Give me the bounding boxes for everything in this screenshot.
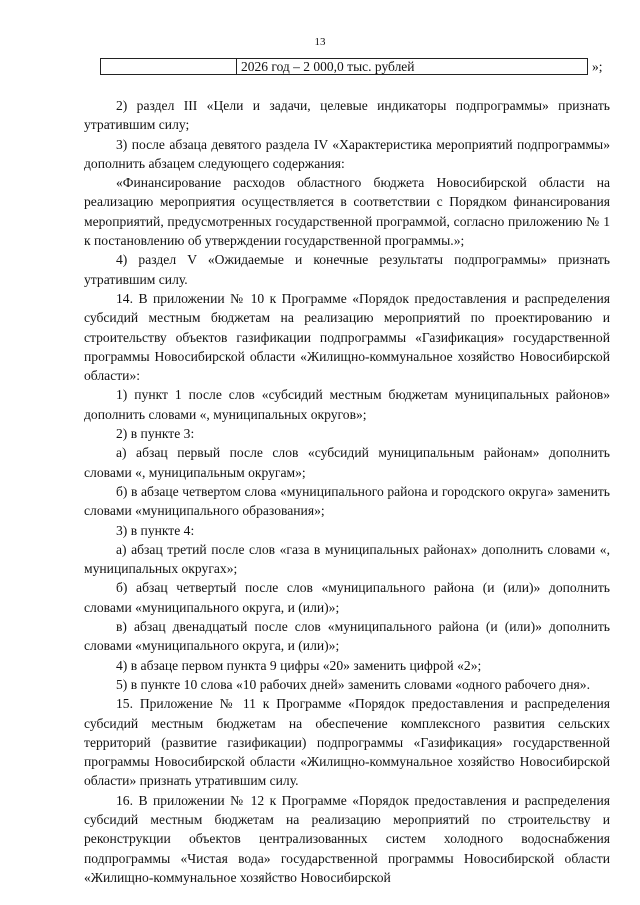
paragraph: 16. В приложении № 12 к Программе «Порядок предоставления и распределения субсидий местным бюджетам на реализацию мероприятий по строительству и реконструкции объектов централизованных систем холодного водоснабжения подпрограммы «Чистая вода» государственной программы Новосибирской области «Жилищно-коммунальное хозяйство Новосибирской [84, 792, 610, 885]
paragraph: 2) раздел III «Цели и задачи, целевые индикаторы подпрограммы» признать утратившим силу; [84, 98, 610, 133]
paragraph: 4) в абзаце первом пункта 9 цифры «20» заменить цифрой «2»; [116, 657, 482, 673]
paragraph: б) абзац четвертый после слов «муниципального района (и (или)» дополнить словами «муниципального округа, и (или)»; [84, 580, 610, 615]
paragraph: 15. Приложение № 11 к Программе «Порядок предоставления и распределения субсидий местным бюджетам на обеспечение комплексного развития сельских территорий (развитие газификации) подпрограммы «Газификация» государственной программы Новосибирской области «Жилищно-коммунальное хозяйство Новосибирской области» признать утратившим силу. [84, 696, 610, 789]
table-cell-empty [101, 59, 237, 74]
paragraph: 2) в пункте 3: [116, 426, 195, 442]
table-row [100, 58, 588, 75]
paragraph: а) абзац третий после слов «газа в муниципальных районах» дополнить словами «, муниципальных округах»; [84, 541, 610, 577]
page-number: 13 [314, 36, 326, 48]
paragraph: 3) после абзаца девятого раздела IV «Характеристика мероприятий подпрограммы» дополнить абзацем следующего содержания: [84, 136, 610, 171]
paragraph: 1) пункт 1 после слов «субсидий местным бюджетам муниципальных районов» дополнить словами «, муниципальных округов»; [84, 387, 610, 422]
paragraph: 4) раздел V «Ожидаемые и конечные результаты подпрограммы» признать утратившим силу. [84, 252, 610, 287]
paragraph: 3) в пункте 4: [116, 522, 195, 538]
table-cell-value: 2026 год – 2 000,0 тыс. рублей [241, 59, 415, 74]
paragraph: а) абзац первый после слов «субсидий муниципальным районам» дополнить словами «, муниципальным округам»; [84, 445, 610, 480]
paragraph: в) абзац двенадцатый после слов «муниципального района (и (или)» дополнить словами «муниципального округа, и (или)»; [84, 619, 610, 654]
quote-close: »; [592, 59, 603, 74]
document-body [84, 96, 610, 887]
paragraph: 5) в пункте 10 слова «10 рабочих дней» заменить словами «одного рабочего дня». [116, 676, 590, 692]
paragraph: «Финансирование расходов областного бюджета Новосибирской области на реализацию мероприятия осуществляется в соответствии с Порядком финансирования мероприятий, предусмотренных государственной программой, согласно приложению № 1 к постановлению об утверждении государственной программы.»; [84, 175, 610, 249]
paragraph: 14. В приложении № 10 к Программе «Порядок предоставления и распределения субсидий местным бюджетам на реализацию мероприятий по проектированию и строительству объектов газификации подпрограммы «Газификация» государственной программы Новосибирской области «Жилищно-коммунальное хозяйство Новосибирской области»: [84, 290, 610, 384]
paragraph: б) в абзаце четвертом слова «муниципального района и городского округа» заменить словами «муниципального образования»; [84, 483, 610, 519]
